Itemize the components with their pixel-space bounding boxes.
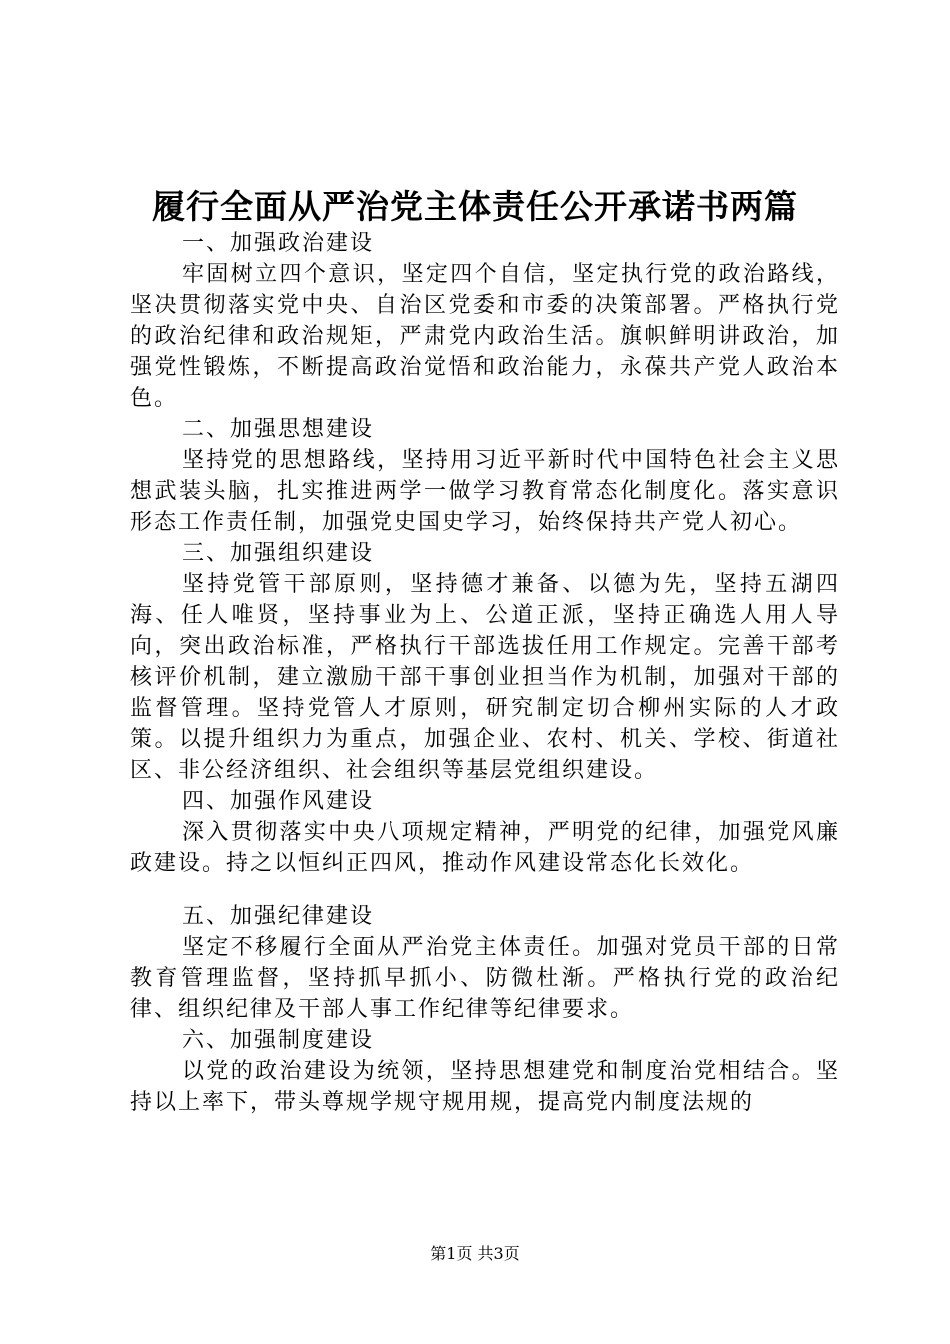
document-body (130, 228, 840, 1118)
section-heading: 一、加强政治建设 (182, 231, 375, 256)
section-heading: 四、加强作风建设 (182, 789, 375, 814)
section-heading: 五、加强纪律建设 (182, 904, 375, 929)
section-paragraph: 牢固树立四个意识，坚定四个自信，坚定执行党的政治路线，坚决贯彻落实党中央、自治区党委和市委的决策部署。严格执行党的政治纪律和政治规矩，严肃党内政治生活。旗帜鲜明讲政治，加强党性锻炼，不断提高政治觉悟和政治能力，永葆共产党人政治本色。 (130, 262, 840, 411)
section-heading: 二、加强思想建设 (182, 417, 375, 442)
section-heading: 三、加强组织建设 (182, 541, 375, 566)
page-number-footer: 第1页 共3页 (430, 1244, 520, 1263)
section-paragraph: 坚定不移履行全面从严治党主体责任。加强对党员干部的日常教育管理监督，坚持抓早抓小、防微杜渐。严格执行党的政治纪律、组织纪律及干部人事工作纪律等纪律要求。 (130, 935, 840, 1022)
section-paragraph: 以党的政治建设为统领，坚持思想建党和制度治党相结合。坚持以上率下，带头尊规学规守规用规，提高党内制度法规的 (130, 1059, 840, 1115)
document-title: 履行全面从严治党主体责任公开承诺书两篇 (152, 187, 798, 226)
section-heading: 六、加强制度建设 (182, 1028, 375, 1053)
section-paragraph: 坚持党的思想路线，坚持用习近平新时代中国特色社会主义思想武装头脑，扎实推进两学一做学习教育常态化制度化。落实意识形态工作责任制，加强党史国史学习，始终保持共产党人初心。 (130, 448, 840, 535)
section-paragraph: 坚持党管干部原则，坚持德才兼备、以德为先，坚持五湖四海、任人唯贤，坚持事业为上、公道正派，坚持正确选人用人导向，突出政治标准，严格执行干部选拔任用工作规定。完善干部考核评价机制，建立激励干部干事创业担当作为机制，加强对干部的监督管理。坚持党管人才原则，研究制定切合柳州实际的人才政策。以提升组织力为重点，加强企业、农村、机关、学校、街道社区、非公经济组织、社会组织等基层党组织建设。 (130, 572, 840, 783)
section-paragraph: 深入贯彻落实中央八项规定精神，严明党的纪律，加强党风廉政建设。持之以恒纠正四风，推动作风建设常态化长效化。 (130, 820, 840, 876)
